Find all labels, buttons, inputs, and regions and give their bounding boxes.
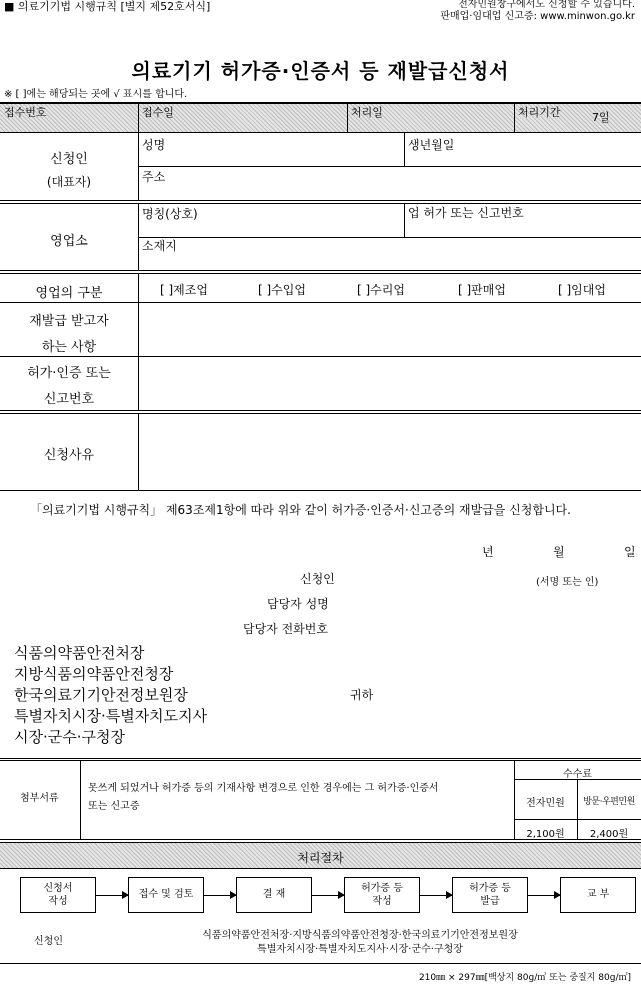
signature-note: (서명 또는 인) (536, 577, 599, 588)
attachments-label: 첨부서류 (20, 793, 59, 804)
checkbox-rental[interactable]: [ ]임대업 (558, 283, 606, 297)
process-date-label: 처리일 (351, 106, 383, 119)
arrow-icon (528, 895, 560, 896)
receipt-number-label: 접수번호 (4, 106, 47, 119)
business-location-field[interactable]: 소재지 (142, 239, 177, 253)
license-number-label: 허가·인증 또는 (27, 366, 111, 381)
reason-field[interactable] (140, 416, 640, 488)
arrow-icon (420, 895, 452, 896)
attachments-text: 못쓰게 되었거나 허가증 등의 기재사항 변경으로 인한 경우에는 그 허가증·인증서 (88, 783, 439, 794)
fee-online-label: 전자민원 (526, 798, 565, 809)
recipient-special-city: 특별자치시장·특별자치도지사 (14, 707, 208, 725)
reissue-item-label-2: 하는 사항 (41, 340, 97, 355)
fee-offline-value: 2,400원 (589, 829, 629, 840)
business-trade-name-field[interactable]: 명칭(상호) (142, 207, 198, 221)
date-year: 년 (482, 545, 494, 559)
reissue-item-field[interactable] (140, 304, 640, 354)
arrow-icon (96, 895, 128, 896)
reissue-item-label: 재발급 받고자 (29, 314, 109, 329)
checkbox-import[interactable]: [ ]수입업 (258, 283, 306, 297)
process-period-label: 처리기간 (518, 106, 561, 119)
actor-applicant: 신청인 (34, 936, 63, 947)
paper-spec: 210㎜ × 297㎜[백상지 80g/㎡ 또는 중질지 80g/㎡] (418, 973, 631, 983)
honorific: 귀하 (350, 688, 374, 702)
recipient-regional: 지방식품의약품안전청장 (14, 665, 174, 683)
recipient-list (14, 643, 207, 748)
officer-phone-label: 담당자 전화번호 (243, 622, 328, 636)
step-write-application: 신청서 작성 (20, 877, 96, 913)
business-label: 영업소 (50, 234, 88, 249)
fee-offline-label: 방문·우편민원 (583, 797, 635, 807)
step-approval: 결 재 (236, 877, 312, 913)
procedure-title: 처리절차 (297, 851, 344, 865)
business-license-number-field[interactable]: 업 허가 또는 신고번호 (408, 206, 524, 220)
applicant-representative-label: (대표자) (46, 175, 92, 189)
step-receipt-review: 접수 및 검토 (128, 877, 204, 913)
step-prepare-license: 허가증 등 작성 (344, 877, 420, 913)
actor-agency-line1: 식품의약품안전처장·지방식품의약품안전청장·한국의료기기안전정보원장 (202, 930, 518, 941)
check-note: ※ [ ]에는 해당되는 곳에 √ 표시를 합니다. (4, 89, 188, 100)
fee-label: 수수료 (563, 769, 592, 780)
date-month: 월 (553, 545, 565, 559)
recipient-nids: 한국의료기기안전정보원장 (14, 686, 188, 704)
attachments-text-2: 또는 신고증 (88, 801, 140, 812)
fee-online-value: 2,100원 (526, 829, 565, 840)
process-period-value: 7일 (592, 111, 610, 124)
applicant-label: 신청인 (50, 152, 88, 167)
checkbox-manufacturing[interactable]: [ ]제조업 (160, 283, 208, 297)
online-notice: 전자민원창구에서도 신청할 수 있습니다. (458, 0, 635, 10)
recipient-mfds: 식품의약품안전처장 (14, 644, 145, 662)
step-issue-license: 허가증 등 발급 (452, 877, 528, 913)
license-number-label-2: 신고번호 (43, 392, 95, 407)
checkbox-repair[interactable]: [ ]수리업 (357, 283, 405, 297)
form-title: 의료기기 허가증·인증서 등 재발급신청서 (131, 59, 510, 83)
license-number-field[interactable] (140, 358, 640, 408)
recipient-local: 시장·군수·구청장 (14, 728, 125, 746)
business-type-label: 영업의 구분 (35, 286, 103, 301)
applicant-name-field[interactable]: 성명 (142, 138, 166, 152)
applicant-birth-field[interactable]: 생년월일 (408, 138, 455, 152)
arrow-icon (204, 895, 236, 896)
actor-agency-line2: 특별자치시장·특별자치도지사·시장·군수·구청장 (257, 944, 463, 955)
step-delivery: 교 부 (560, 877, 636, 913)
signature-applicant-label: 신청인 (300, 572, 335, 586)
receipt-date-label: 접수일 (142, 106, 174, 119)
declaration-text: 「의료기기법 시행규칙」 제63조제1항에 따라 위와 같이 허가증·인증서·신고증의 재발급을 신청합니다. (30, 503, 571, 517)
actor-agency (150, 929, 570, 957)
officer-name-label: 담당자 성명 (267, 597, 329, 611)
date-day: 일 (624, 545, 636, 559)
form-reference: ■ 의료기기법 시행규칙 [별지 제52호서식] (4, 0, 211, 13)
arrow-icon (312, 895, 344, 896)
applicant-address-field[interactable]: 주소 (142, 170, 166, 184)
checkbox-sales[interactable]: [ ]판매업 (458, 283, 506, 297)
reason-label: 신청사유 (43, 448, 95, 463)
online-url: 판매업·임대업 신고증: www.minwon.go.kr (440, 11, 635, 22)
